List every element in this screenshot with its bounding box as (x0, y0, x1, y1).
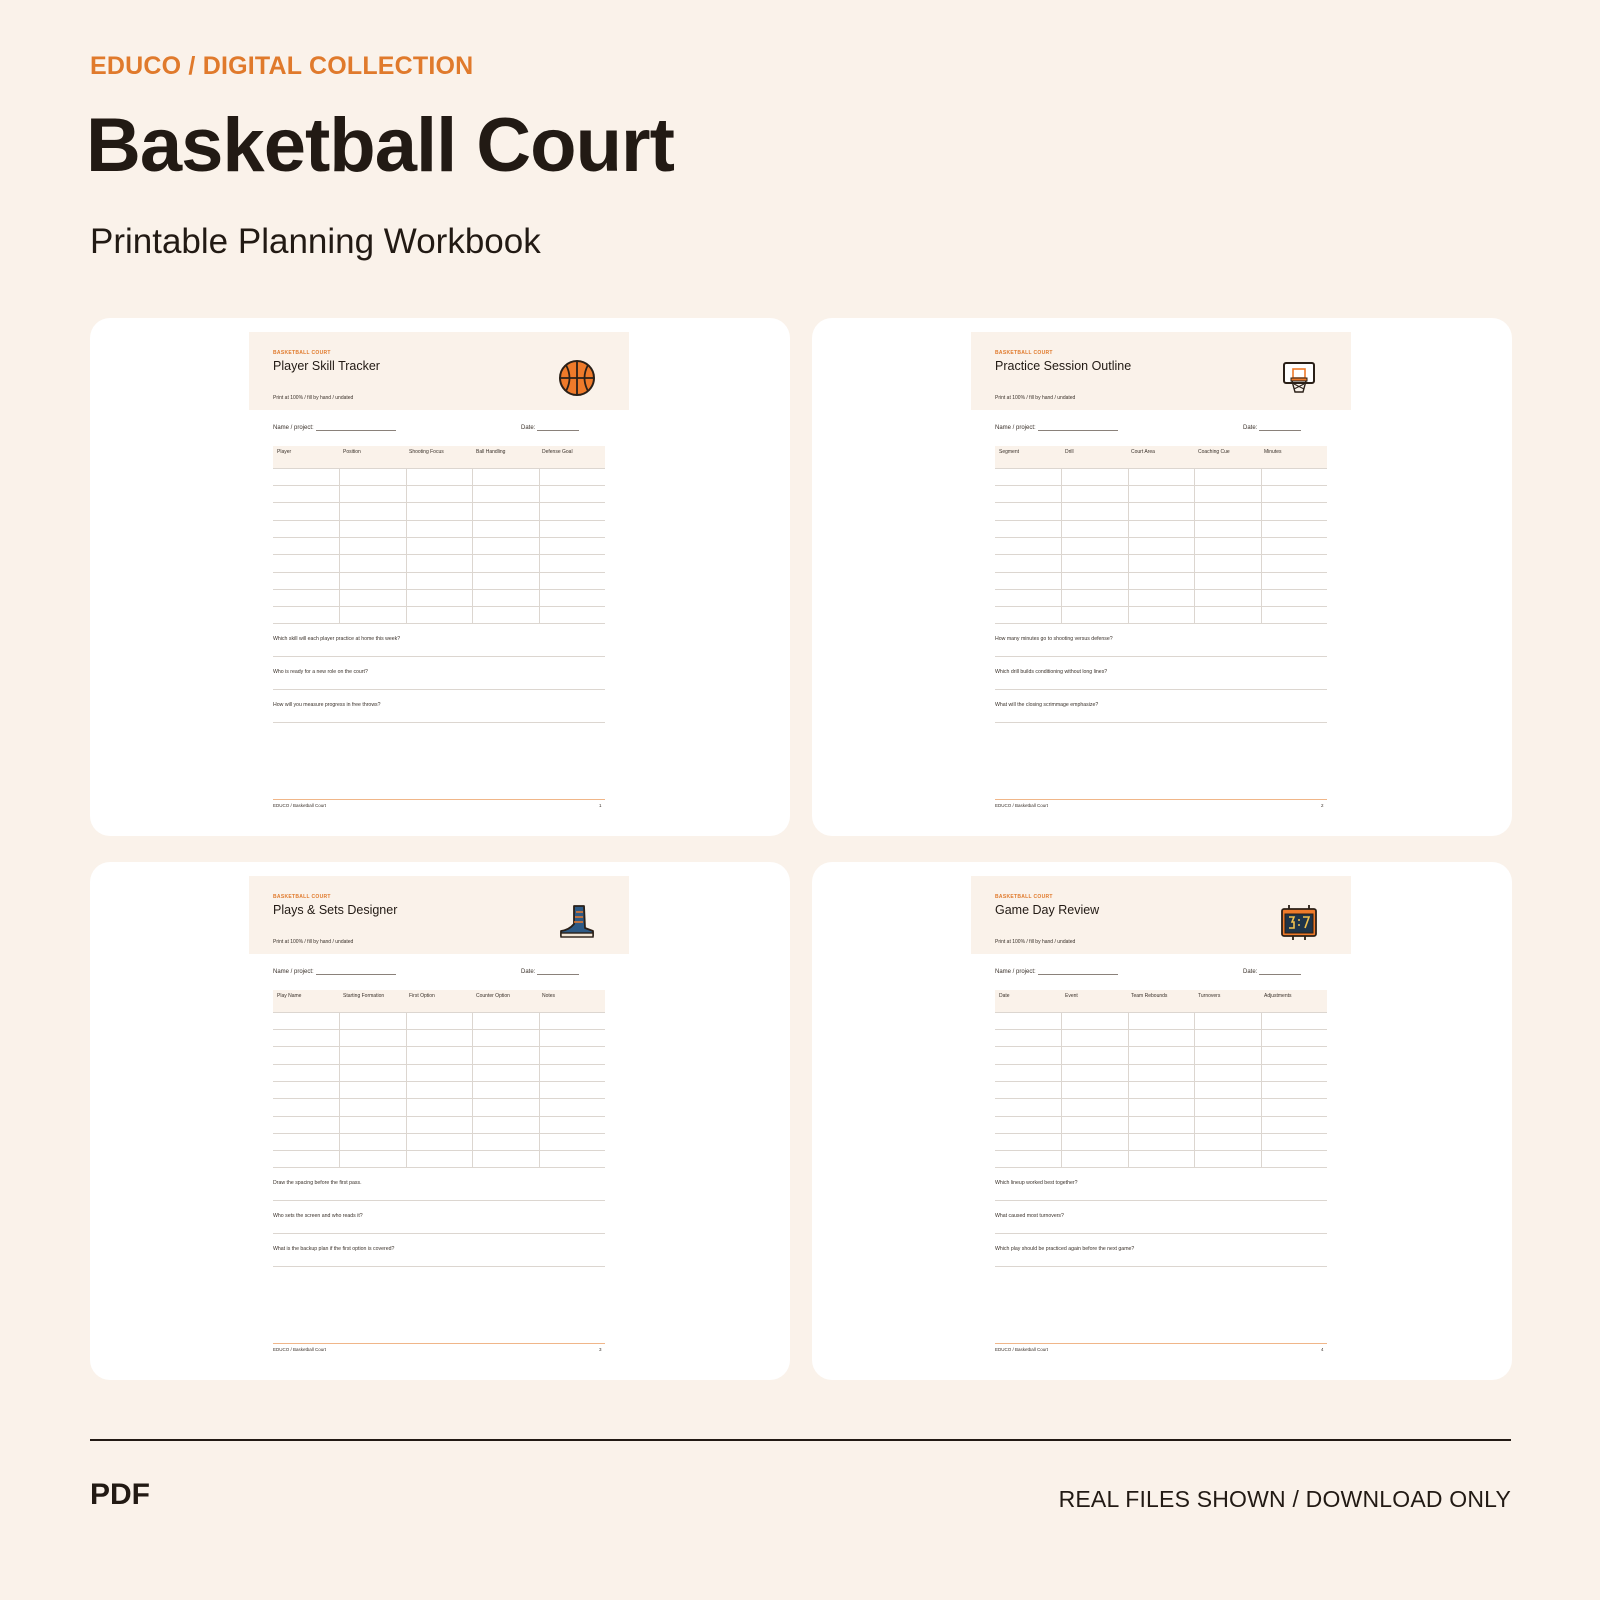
download-tagline: REAL FILES SHOWN / DOWNLOAD ONLY (1058, 1486, 1511, 1512)
worksheet-title: Plays & Sets Designer (273, 903, 398, 917)
prompt-question: What is the backup plan if the first option is covered? (273, 1246, 605, 1267)
worksheet-preview (971, 876, 1351, 1356)
prompt-question: Which skill will each player practice at home this week? (273, 636, 605, 657)
worksheet-title: Player Skill Tracker (273, 359, 380, 373)
prompt-question: Which drill builds conditioning without long lines? (995, 669, 1327, 690)
footer-rule (273, 1343, 605, 1344)
date-label: Date: (1243, 425, 1258, 431)
column-header: Adjustments (1264, 993, 1292, 999)
column-header: Starting Formation (343, 993, 385, 999)
worksheet-title: Practice Session Outline (995, 359, 1132, 373)
column-header: Coaching Cue (1198, 449, 1230, 455)
worksheet-preview (249, 332, 629, 812)
page-preview-card (812, 862, 1512, 1380)
date-field[interactable] (1243, 969, 1301, 975)
column-header: Team Rebounds (1131, 993, 1168, 999)
page-preview-card (90, 862, 790, 1380)
page-subtitle: Printable Planning Workbook (90, 222, 541, 261)
worksheet-footer: EDUCO / Basketball Court (995, 803, 1049, 808)
page-number: 2 (1321, 803, 1324, 808)
basketball-hoop-icon (1279, 358, 1319, 398)
prompt-question: Who sets the screen and who reads it? (273, 1213, 605, 1234)
page-preview-card (90, 318, 790, 836)
prompt-question: Which play should be practiced again before the next game? (995, 1246, 1327, 1267)
worksheet-footer: EDUCO / Basketball Court (273, 803, 327, 808)
name-label: Name / project: (273, 969, 314, 975)
worksheet-title: Game Day Review (995, 903, 1100, 917)
worksheet-note: Print at 100% / fill by hand / undated (995, 939, 1076, 945)
prompt-question: Which lineup worked best together? (995, 1180, 1327, 1201)
footer-rule (273, 799, 605, 800)
page-number: 4 (1321, 1347, 1324, 1352)
worksheet-kicker: BASKETBALL COURT (995, 894, 1053, 900)
date-label: Date: (1243, 969, 1258, 975)
date-field[interactable] (521, 425, 579, 431)
table-header (995, 446, 1327, 468)
page-number: 3 (599, 1347, 602, 1352)
file-format-label: PDF (90, 1478, 150, 1511)
page-number: 1 (599, 803, 602, 808)
worksheet-footer: EDUCO / Basketball Court (995, 1347, 1049, 1352)
prompt-question: Who is ready for a new role on the court? (273, 669, 605, 690)
prompt-question: How will you measure progress in free throws? (273, 702, 605, 723)
column-header: Segment (999, 449, 1020, 455)
prompt-question: What will the closing scrimmage emphasize? (995, 702, 1327, 723)
name-field[interactable] (273, 969, 396, 975)
column-header: Event (1065, 993, 1078, 999)
table-grid[interactable] (273, 1012, 605, 1168)
column-header: Drill (1065, 449, 1074, 455)
page-title: Basketball Court (86, 103, 674, 188)
prompt-question: How many minutes go to shooting versus defense? (995, 636, 1327, 657)
column-header: Minutes (1264, 449, 1282, 455)
column-header: Date (999, 993, 1010, 999)
page-preview-card (812, 318, 1512, 836)
worksheet-note: Print at 100% / fill by hand / undated (273, 395, 354, 401)
worksheet-note: Print at 100% / fill by hand / undated (273, 939, 354, 945)
table-grid[interactable] (273, 468, 605, 624)
footer-rule (995, 1343, 1327, 1344)
column-header: Counter Option (476, 993, 510, 999)
table-grid[interactable] (995, 468, 1327, 624)
column-header: Defense Goal (542, 449, 573, 455)
column-header: Turnovers (1198, 993, 1221, 999)
worksheet-preview (971, 332, 1351, 812)
table-header (273, 990, 605, 1012)
name-field[interactable] (995, 425, 1118, 431)
worksheet-header (971, 876, 1351, 954)
date-field[interactable] (1243, 425, 1301, 431)
worksheet-header (971, 332, 1351, 410)
name-label: Name / project: (273, 425, 314, 431)
worksheet-preview (249, 876, 629, 1356)
worksheet-kicker: BASKETBALL COURT (273, 894, 331, 900)
name-label: Name / project: (995, 425, 1036, 431)
table-header (273, 446, 605, 468)
date-field[interactable] (521, 969, 579, 975)
worksheet-header (249, 332, 629, 410)
column-header: First Option (409, 993, 435, 999)
worksheet-kicker: BASKETBALL COURT (273, 350, 331, 356)
column-header: Shooting Focus (409, 449, 444, 455)
footer-rule (995, 799, 1327, 800)
brand-label: EDUCO / DIGITAL COLLECTION (90, 52, 474, 80)
worksheet-footer: EDUCO / Basketball Court (273, 1347, 327, 1352)
column-header: Ball Handling (476, 449, 506, 455)
basketball-icon (557, 358, 597, 398)
column-header: Notes (542, 993, 556, 999)
column-header: Play Name (277, 993, 302, 999)
name-label: Name / project: (995, 969, 1036, 975)
column-header: Player (277, 449, 292, 455)
sneaker-icon (557, 902, 597, 942)
worksheet-kicker: BASKETBALL COURT (995, 350, 1053, 356)
table-header (995, 990, 1327, 1012)
column-header: Position (343, 449, 361, 455)
table-grid[interactable] (995, 1012, 1327, 1168)
worksheet-note: Print at 100% / fill by hand / undated (995, 395, 1076, 401)
worksheet-header (249, 876, 629, 954)
name-field[interactable] (273, 425, 396, 431)
name-field[interactable] (995, 969, 1118, 975)
date-label: Date: (521, 969, 536, 975)
date-label: Date: (521, 425, 536, 431)
prompt-question: Draw the spacing before the first pass. (273, 1180, 605, 1201)
prompt-question: What caused most turnovers? (995, 1213, 1327, 1234)
scoreboard-icon (1279, 902, 1319, 942)
footer-divider (90, 1439, 1511, 1441)
column-header: Court Area (1131, 449, 1155, 455)
